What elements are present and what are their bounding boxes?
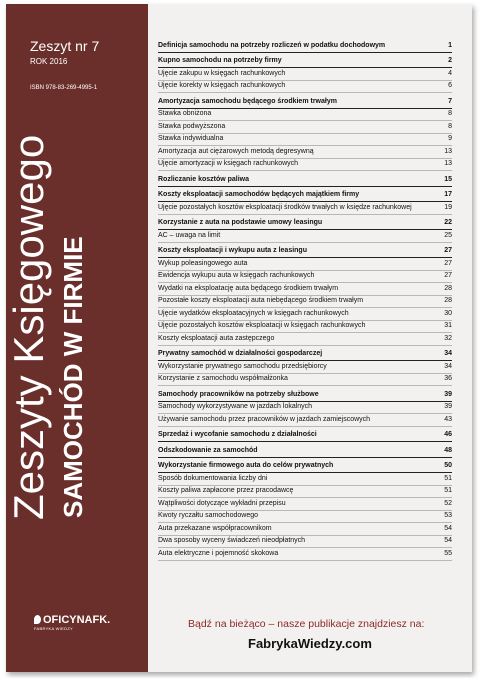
series-title: Zeszyty Księgowego bbox=[5, 134, 52, 520]
toc-section bbox=[158, 174, 452, 187]
toc-subsection bbox=[158, 159, 452, 172]
publisher-name: OFICYNA bbox=[43, 614, 93, 626]
toc-entry-title: Auta elektryczne i pojemność skokowa bbox=[158, 549, 279, 557]
toc-entry-page: 43 bbox=[444, 415, 452, 423]
toc-entry-page: 54 bbox=[444, 524, 452, 532]
toc-subsection bbox=[158, 333, 452, 346]
toc-entry-page: 55 bbox=[444, 549, 452, 557]
toc-subsection bbox=[158, 202, 452, 215]
toc-entry-page: 50 bbox=[444, 462, 452, 469]
toc-subsection bbox=[158, 146, 452, 159]
toc-entry-page: 51 bbox=[444, 474, 452, 482]
toc-entry-page: 36 bbox=[444, 375, 452, 382]
toc-entry-title: Amortyzacja samochodu będącego środkiem trwałym bbox=[158, 97, 337, 105]
toc-entry-page: 34 bbox=[444, 350, 452, 357]
toc-entry-page: 27 bbox=[444, 272, 452, 279]
toc-entry-title: Koszty eksploatacji i wykupu auta z leasingu bbox=[158, 247, 307, 254]
toc-entry-page: 27 bbox=[444, 259, 452, 267]
publisher-logo bbox=[34, 614, 111, 631]
toc-subsection bbox=[158, 308, 452, 321]
toc-entry-page: 13 bbox=[444, 160, 452, 167]
toc-section bbox=[158, 445, 452, 458]
toc-entry-title: Sposób dokumentowania liczby dni bbox=[158, 474, 268, 482]
toc-subsection bbox=[158, 536, 452, 549]
toc-subsection bbox=[158, 321, 452, 334]
toc-entry-title: Pozostałe koszty eksploatacji auta niebędącego środkiem trwałym bbox=[158, 297, 364, 304]
toc-entry-page: 51 bbox=[444, 487, 452, 494]
toc-subsection bbox=[158, 523, 452, 536]
toc-entry-page: 13 bbox=[444, 147, 452, 155]
toc-entry-page: 8 bbox=[448, 122, 452, 130]
toc-entry-title: Używanie samochodu przez pracowników w jazdach zamiejscowych bbox=[158, 415, 371, 423]
toc-entry-page: 39 bbox=[444, 390, 452, 398]
toc-section bbox=[158, 96, 452, 109]
toc-entry-title: Ewidencja wykupu auta w księgach rachunkowych bbox=[158, 272, 315, 279]
toc-entry-page: 9 bbox=[448, 135, 452, 142]
toc-entry-title: Stawka obniżona bbox=[158, 110, 212, 117]
toc-entry-title: Wątpliwości dotyczące wykładni przepisu bbox=[158, 499, 286, 507]
toc-entry-title: Ujęcie amortyzacji w księgach rachunkowych bbox=[158, 160, 299, 167]
toc-entry-title: Odszkodowanie za samochód bbox=[158, 446, 258, 454]
toc-entry-title: Kwoty ryczałtu samochodowego bbox=[158, 512, 258, 519]
toc-subsection bbox=[158, 414, 452, 427]
toc-entry-title: Amortyzacja aut ciężarowych metodą degresywną bbox=[158, 147, 314, 155]
toc-subsection bbox=[158, 121, 452, 134]
toc-entry-page: 34 bbox=[444, 362, 452, 370]
toc-subsection bbox=[158, 473, 452, 486]
toc-subsection bbox=[158, 498, 452, 511]
issue-number: Zeszyt nr 7 bbox=[30, 38, 100, 54]
toc-entry-page: 31 bbox=[444, 322, 452, 329]
footer-tagline: Bądź na bieżąco – nasze publikacje znajdziesz na: bbox=[188, 618, 425, 630]
publisher-brand: FK. bbox=[92, 614, 111, 626]
toc-section bbox=[158, 40, 452, 53]
toc-entry-title: Definicja samochodu na potrzeby rozliczeń w podatku dochodowym bbox=[158, 41, 386, 49]
toc-entry-page: 1 bbox=[448, 41, 452, 49]
toc-entry-title: Dwa sposoby wyceny świadczeń nieodpłatnych bbox=[158, 537, 306, 544]
toc-entry-page: 7 bbox=[448, 97, 452, 105]
toc-entry-title: Auta przekazane współpracownikom bbox=[158, 524, 272, 532]
book-subtitle: SAMOCHÓD W FIRMIE bbox=[58, 236, 88, 518]
toc-entry-title: Ujęcie zakupu w księgach rachunkowych bbox=[158, 69, 286, 77]
toc-entry-page: 54 bbox=[444, 537, 452, 544]
toc-entry-title: Samochody pracowników na potrzeby służbowe bbox=[158, 390, 319, 398]
toc-entry-page: 28 bbox=[444, 284, 452, 292]
toc-entry-title: Korzystanie z auta na podstawie umowy leasingu bbox=[158, 219, 323, 226]
publisher-subtitle: FABRYKA WIEDZY bbox=[34, 626, 74, 631]
toc-entry-title: Samochody wykorzystywane w jazdach lokalnych bbox=[158, 403, 313, 410]
toc-entry-page: 6 bbox=[448, 82, 452, 89]
toc-entry-page: 27 bbox=[444, 247, 452, 254]
toc-entry-title: Ujęcie pozostałych kosztów eksploatacji środków trwałych w księdze rachunkowej bbox=[158, 203, 412, 211]
toc-subsection bbox=[158, 81, 452, 94]
toc-entry-title: Prywatny samochód w działalności gospodarczej bbox=[158, 350, 323, 357]
toc-entry-page: 4 bbox=[448, 69, 452, 77]
toc-entry-title: Ujęcie pozostałych kosztów eksploatacji w księgach rachunkowych bbox=[158, 322, 366, 329]
toc-subsection bbox=[158, 361, 452, 374]
toc-entry-page: 30 bbox=[444, 309, 452, 317]
toc-entry-page: 19 bbox=[444, 203, 452, 211]
toc-entry-title: Rozliczanie kosztów paliwa bbox=[158, 175, 250, 183]
toc-entry-page: 8 bbox=[448, 110, 452, 117]
toc-subsection bbox=[158, 68, 452, 81]
toc-entry-page: 39 bbox=[444, 403, 452, 410]
toc-section bbox=[158, 349, 452, 362]
toc-section bbox=[158, 190, 452, 203]
toc-subsection bbox=[158, 230, 452, 243]
table-of-contents bbox=[158, 40, 452, 561]
toc-entry-page: 32 bbox=[444, 334, 452, 342]
toc-entry-page: 2 bbox=[448, 57, 452, 64]
toc-subsection bbox=[158, 109, 452, 122]
toc-entry-page: 52 bbox=[444, 499, 452, 507]
toc-entry-page: 22 bbox=[444, 219, 452, 226]
toc-entry-page: 46 bbox=[444, 431, 452, 438]
toc-entry-title: Stawka podwyższona bbox=[158, 122, 226, 130]
toc-entry-title: Ujęcie wydatków eksploatacyjnych w księgach rachunkowych bbox=[158, 309, 349, 317]
toc-entry-title: Stawka indywidualna bbox=[158, 135, 224, 142]
isbn: ISBN 978-83-269-4995-1 bbox=[30, 85, 98, 91]
toc-subsection bbox=[158, 271, 452, 284]
toc-section bbox=[158, 218, 452, 231]
toc-entry-page: 17 bbox=[444, 191, 452, 198]
toc-entry-title: Wykorzystanie prywatnego samochodu przedsiębiorcy bbox=[158, 362, 327, 370]
toc-entry-page: 48 bbox=[444, 446, 452, 454]
toc-section bbox=[158, 389, 452, 402]
toc-subsection bbox=[158, 134, 452, 147]
toc-entry-title: Wydatki na eksploatację auta będącego środkiem trwałym bbox=[158, 284, 339, 292]
toc-subsection bbox=[158, 296, 452, 309]
toc-subsection bbox=[158, 283, 452, 296]
toc-entry-page: 25 bbox=[444, 231, 452, 239]
toc-section bbox=[158, 56, 452, 69]
toc-entry-page: 28 bbox=[444, 297, 452, 304]
toc-subsection bbox=[158, 548, 452, 561]
toc-section bbox=[158, 430, 452, 443]
toc-entry-title: Ujęcie korekty w księgach rachunkowych bbox=[158, 82, 286, 89]
toc-subsection bbox=[158, 258, 452, 271]
issue-year: ROK 2016 bbox=[30, 57, 68, 66]
toc-subsection bbox=[158, 486, 452, 499]
toc-entry-title: Koszty eksploatacji auta zastępczego bbox=[158, 334, 275, 342]
toc-subsection bbox=[158, 511, 452, 524]
toc-section bbox=[158, 246, 452, 259]
cover-title-block bbox=[5, 100, 88, 520]
toc-entry-title: Korzystanie z samochodu współmałżonka bbox=[158, 375, 288, 382]
toc-entry-page: 15 bbox=[444, 175, 452, 183]
toc-entry-title: Koszty eksploatacji samochodów będących majątkiem firmy bbox=[158, 191, 360, 198]
toc-subsection bbox=[158, 374, 452, 387]
toc-section bbox=[158, 461, 452, 474]
toc-subsection bbox=[158, 402, 452, 415]
toc-entry-title: Wykorzystanie firmowego auta do celów prywatnych bbox=[158, 462, 334, 469]
toc-entry-title: Kupno samochodu na potrzeby firmy bbox=[158, 57, 282, 64]
toc-entry-page: 53 bbox=[444, 512, 452, 519]
toc-entry-title: Wykup poleasingowego auta bbox=[158, 259, 248, 267]
toc-entry-title: Sprzedaż i wycofanie samochodu z działalności bbox=[158, 431, 317, 438]
leaf-icon bbox=[34, 615, 41, 624]
toc-entry-title: Koszty paliwa zapłacone przez pracodawcę bbox=[158, 487, 294, 494]
footer-website[interactable]: FabrykaWiedzy.com bbox=[248, 636, 372, 651]
toc-entry-title: AC – uwaga na limit bbox=[158, 231, 221, 239]
